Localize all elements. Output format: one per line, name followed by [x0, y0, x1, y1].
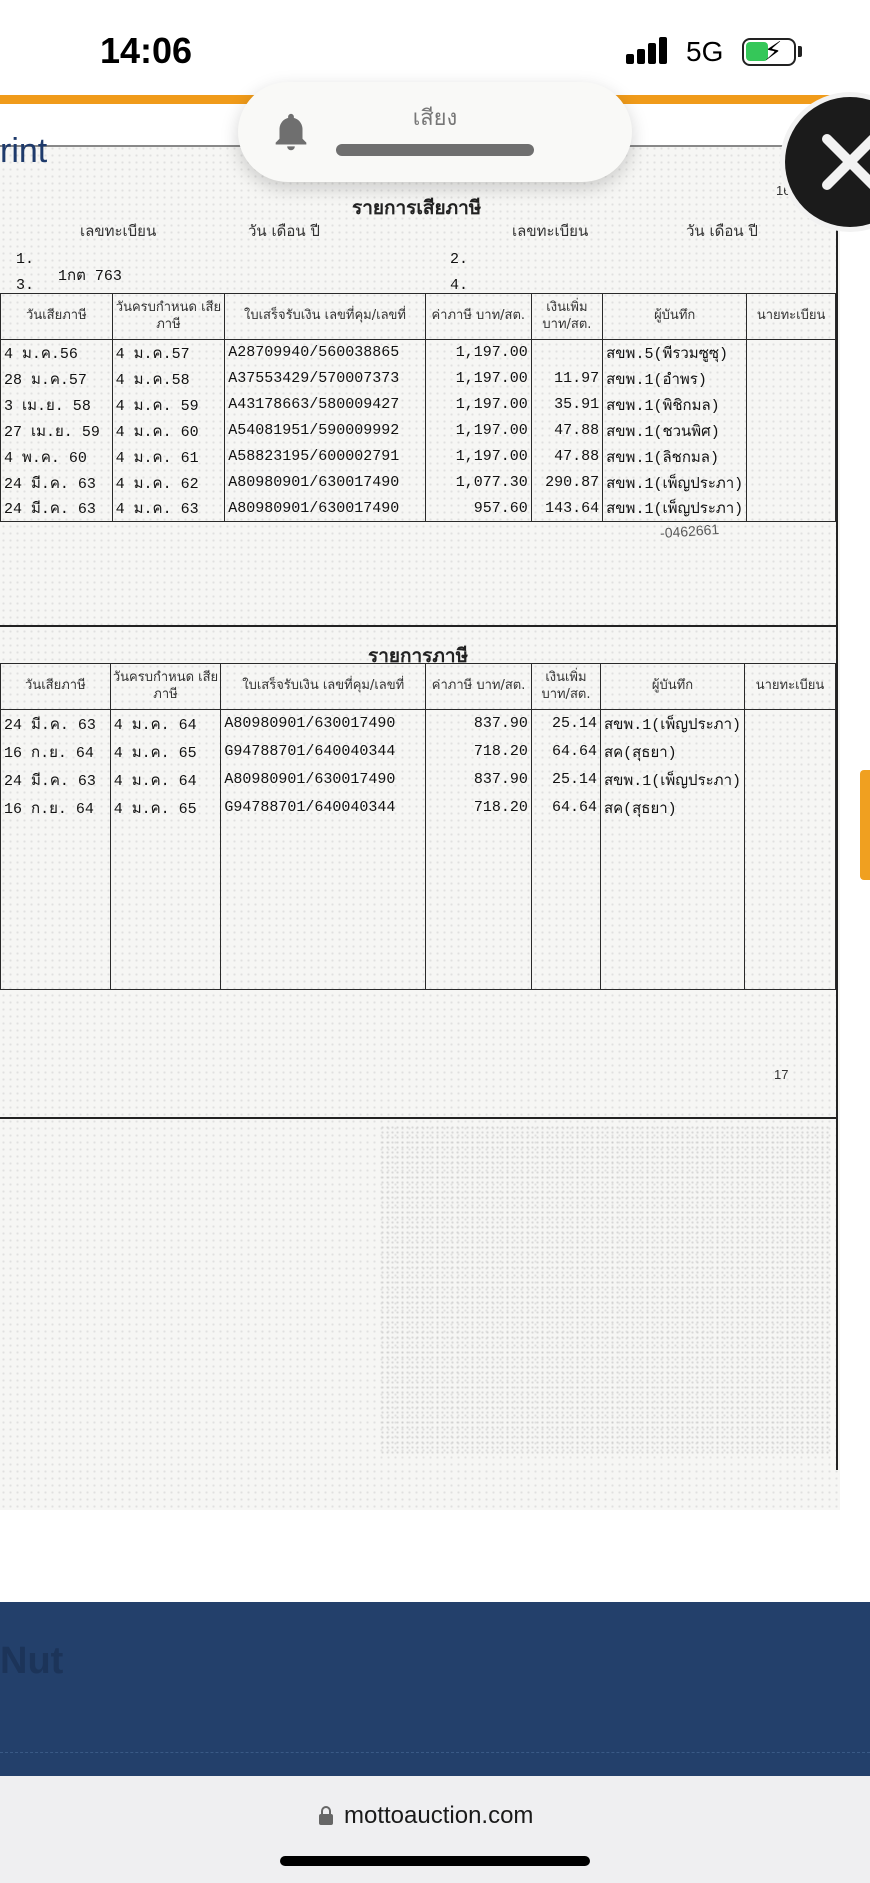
- cell-registrar: [745, 878, 836, 906]
- footer-band: [0, 1602, 870, 1776]
- cell-recorder: สขพ.1(เพ็ญประภา): [600, 766, 744, 794]
- cell-registrar: [747, 496, 836, 522]
- slot-4: 4.: [450, 277, 469, 294]
- cell-recorder: สขพ.1(ลิชกมล): [603, 444, 747, 470]
- sound-title: เสียง: [412, 106, 458, 131]
- cell-recorder: สขพ.1(พิชิกมล): [603, 392, 747, 418]
- cell-registrar: [745, 738, 836, 766]
- cell-tax: [426, 822, 532, 850]
- table-row: [1, 496, 836, 522]
- cell-extra: 47.88: [531, 444, 602, 470]
- page-marker-16: 16: [776, 183, 791, 198]
- cell-receipt: A80980901/630017490: [221, 766, 426, 794]
- cell-registrar: [745, 794, 836, 822]
- cell-paid: 28 ม.ค.57: [1, 366, 113, 392]
- cell-paid: 24 มี.ค. 63: [1, 766, 111, 794]
- cell-due: [110, 962, 221, 990]
- cell-extra: 64.64: [531, 794, 600, 822]
- status-bar: [0, 0, 870, 95]
- cell-registrar: [747, 392, 836, 418]
- tax-table-1: [0, 293, 836, 522]
- footer-name: Nut: [0, 1640, 64, 1682]
- date-label-2: วัน เดือน ปี: [686, 222, 758, 240]
- cell-recorder: สขพ.5(พีรวมซูซุ): [603, 340, 747, 366]
- cell-receipt: [221, 822, 426, 850]
- cell-registrar: [747, 444, 836, 470]
- cell-paid: 24 มี.ค. 63: [1, 470, 113, 496]
- cell-tax: 1,197.00: [425, 392, 531, 418]
- th-extra: เงินเพิ่ม บาท/สต.: [531, 294, 602, 340]
- cell-recorder: [600, 934, 744, 962]
- table-row: [1, 766, 836, 794]
- cell-registrar: [745, 850, 836, 878]
- page-marker-17: 17: [774, 1067, 789, 1082]
- footer-divider: [0, 1752, 870, 1753]
- th2-due: วันครบกำหนด เสียภาษี: [110, 664, 221, 710]
- browser-url-bar[interactable]: [0, 1776, 870, 1883]
- side-tab[interactable]: [860, 770, 870, 880]
- cell-paid: 24 มี.ค. 63: [1, 710, 111, 738]
- cell-registrar: [745, 962, 836, 990]
- cell-receipt: A28709940/560038865: [225, 340, 426, 366]
- cell-tax: 1,197.00: [425, 444, 531, 470]
- th2-tax: ค่าภาษี บาท/สต.: [426, 664, 532, 710]
- th-paid: วันเสียภาษี: [1, 294, 113, 340]
- cell-extra: [531, 822, 600, 850]
- cell-registrar: [745, 766, 836, 794]
- cell-receipt: [221, 878, 426, 906]
- cell-tax: [426, 934, 532, 962]
- cell-receipt: A58823195/600002791: [225, 444, 426, 470]
- cell-paid: [1, 962, 111, 990]
- th2-registrar: นายทะเบียน: [745, 664, 836, 710]
- reg-label-1: เลขทะเบียน: [80, 222, 157, 240]
- cell-due: 4 ม.ค. 62: [112, 470, 225, 496]
- cell-due: 4 ม.ค.58: [112, 366, 225, 392]
- cell-receipt: A80980901/630017490: [225, 496, 426, 522]
- cell-paid: 3 เม.ย. 58: [1, 392, 113, 418]
- cell-tax: 1,197.00: [425, 418, 531, 444]
- th-due: วันครบกำหนด เสียภาษี: [112, 294, 225, 340]
- cell-receipt: G94788701/640040344: [221, 794, 426, 822]
- charging-icon: ⚡: [764, 37, 783, 67]
- cell-receipt: [221, 934, 426, 962]
- cell-due: [110, 822, 221, 850]
- cell-paid: 24 มี.ค. 63: [1, 496, 113, 522]
- cell-extra: 143.64: [531, 496, 602, 522]
- table-row: [1, 444, 836, 470]
- close-icon: [815, 127, 870, 197]
- table-row: [1, 418, 836, 444]
- cell-extra: 25.14: [531, 710, 600, 738]
- battery-tip: [798, 46, 802, 57]
- url-text[interactable]: mottoauction.com: [344, 1802, 534, 1829]
- overprint-number: -0462661: [659, 520, 720, 542]
- th2-paid: วันเสียภาษี: [1, 664, 111, 710]
- cell-extra: 64.64: [531, 738, 600, 766]
- cell-registrar: [747, 366, 836, 392]
- cell-extra: [531, 934, 600, 962]
- table-row: [1, 470, 836, 496]
- section2-title: รายการภาษี: [368, 645, 469, 667]
- table-row: [1, 822, 836, 850]
- table-row: [1, 340, 836, 366]
- th-tax: ค่าภาษี บาท/สต.: [425, 294, 531, 340]
- cell-due: 4 ม.ค. 65: [110, 738, 221, 766]
- cell-registrar: [745, 906, 836, 934]
- cell-receipt: [221, 962, 426, 990]
- signal-icon: [626, 36, 670, 64]
- cell-paid: 4 พ.ค. 60: [1, 444, 113, 470]
- home-indicator[interactable]: [280, 1856, 590, 1866]
- cell-due: [110, 934, 221, 962]
- th2-extra: เงินเพิ่ม บาท/สต.: [531, 664, 600, 710]
- cell-due: 4 ม.ค. 63: [112, 496, 225, 522]
- table-row: [1, 878, 836, 906]
- cell-paid: [1, 878, 111, 906]
- cell-recorder: [600, 878, 744, 906]
- cell-recorder: สขพ.1(เพ็ญประภา): [603, 470, 747, 496]
- cell-extra: [531, 962, 600, 990]
- table-bottom-rule: [0, 1117, 836, 1119]
- cell-recorder: สขพ.1(ชวนพิศ): [603, 418, 747, 444]
- date-label-1: วัน เดือน ปี: [248, 222, 320, 240]
- cell-registrar: [747, 470, 836, 496]
- table-row: [1, 392, 836, 418]
- cell-tax: 718.20: [426, 738, 532, 766]
- cell-extra: [531, 878, 600, 906]
- cell-due: 4 ม.ค. 64: [110, 766, 221, 794]
- cell-registrar: [747, 340, 836, 366]
- cell-tax: [426, 850, 532, 878]
- print-label[interactable]: rint: [0, 132, 48, 170]
- slot-3: 3.: [16, 277, 35, 294]
- scan-texture-lower: [380, 1125, 830, 1455]
- cell-recorder: สขพ.1(เพ็ญประภา): [603, 496, 747, 522]
- cell-tax: 718.20: [426, 794, 532, 822]
- section-divider: [0, 625, 836, 627]
- cell-extra: 290.87: [531, 470, 602, 496]
- table-row: [1, 794, 836, 822]
- cell-receipt: A54081951/590009992: [225, 418, 426, 444]
- th-recorder: ผู้บันทึก: [603, 294, 747, 340]
- slot-1: 1.: [16, 251, 35, 268]
- cell-due: 4 ม.ค. 60: [112, 418, 225, 444]
- cell-recorder: [600, 850, 744, 878]
- network-type: 5G: [686, 36, 724, 67]
- cell-receipt: G94788701/640040344: [221, 738, 426, 766]
- cell-recorder: สขพ.1(เพ็ญประภา): [600, 710, 744, 738]
- sound-hud: [238, 82, 632, 182]
- tax-table-2: [0, 663, 836, 990]
- cell-receipt: A80980901/630017490: [225, 470, 426, 496]
- cell-recorder: สค(สุธยา): [600, 794, 744, 822]
- cell-extra: 47.88: [531, 418, 602, 444]
- cell-recorder: [600, 962, 744, 990]
- table-row: [1, 906, 836, 934]
- table-row: [1, 710, 836, 738]
- cell-paid: [1, 822, 111, 850]
- cell-registrar: [745, 934, 836, 962]
- cell-registrar: [747, 418, 836, 444]
- cell-recorder: สค(สุธยา): [600, 738, 744, 766]
- cell-paid: [1, 934, 111, 962]
- cell-paid: 27 เม.ย. 59: [1, 418, 113, 444]
- status-time: 14:06: [100, 30, 193, 71]
- cell-due: 4 ม.ค. 64: [110, 710, 221, 738]
- scan-right-edge: [836, 145, 838, 1470]
- cell-receipt: A43178663/580009427: [225, 392, 426, 418]
- cell-tax: [426, 878, 532, 906]
- plate-number: 1กต 763: [58, 268, 122, 285]
- cell-tax: 1,197.00: [425, 340, 531, 366]
- cell-registrar: [745, 710, 836, 738]
- cell-tax: 1,077.30: [425, 470, 531, 496]
- cell-extra: [531, 850, 600, 878]
- cell-tax: 837.90: [426, 710, 532, 738]
- cell-due: [110, 850, 221, 878]
- section1-title: รายการเสียภาษี: [352, 197, 482, 219]
- cell-paid: [1, 850, 111, 878]
- lock-icon: [318, 1806, 334, 1826]
- cell-tax: [426, 906, 532, 934]
- th-registrar: นายทะเบียน: [747, 294, 836, 340]
- cell-extra: [531, 340, 602, 366]
- table-row: [1, 934, 836, 962]
- cell-receipt: [221, 906, 426, 934]
- cell-tax: 837.90: [426, 766, 532, 794]
- table-row: [1, 366, 836, 392]
- cell-extra: 25.14: [531, 766, 600, 794]
- cell-receipt: A37553429/570007373: [225, 366, 426, 392]
- cell-paid: 4 ม.ค.56: [1, 340, 113, 366]
- cell-recorder: สขพ.1(อำพร): [603, 366, 747, 392]
- cell-due: 4 ม.ค. 59: [112, 392, 225, 418]
- cell-tax: 957.60: [425, 496, 531, 522]
- cell-paid: 16 ก.ย. 64: [1, 738, 111, 766]
- table-row: [1, 962, 836, 990]
- th2-recorder: ผู้บันทึก: [600, 664, 744, 710]
- cell-registrar: [745, 822, 836, 850]
- cell-extra: [531, 906, 600, 934]
- cell-due: 4 ม.ค. 61: [112, 444, 225, 470]
- scanned-document: [0, 145, 840, 1510]
- cell-paid: 16 ก.ย. 64: [1, 794, 111, 822]
- cell-receipt: A80980901/630017490: [221, 710, 426, 738]
- cell-recorder: [600, 906, 744, 934]
- cell-extra: 35.91: [531, 392, 602, 418]
- slot-2: 2.: [450, 251, 469, 268]
- cell-due: 4 ม.ค. 65: [110, 794, 221, 822]
- table-row: [1, 738, 836, 766]
- cell-due: [110, 878, 221, 906]
- cell-tax: [426, 962, 532, 990]
- cell-due: [110, 906, 221, 934]
- th-receipt: ใบเสร็จรับเงิน เลขที่คุม/เลขที่: [225, 294, 426, 340]
- cell-paid: [1, 906, 111, 934]
- table-row: [1, 850, 836, 878]
- cell-receipt: [221, 850, 426, 878]
- cell-recorder: [600, 822, 744, 850]
- th2-receipt: ใบเสร็จรับเงิน เลขที่คุม/เลขที่: [221, 664, 426, 710]
- cell-due: 4 ม.ค.57: [112, 340, 225, 366]
- cell-tax: 1,197.00: [425, 366, 531, 392]
- volume-slider[interactable]: [336, 144, 534, 156]
- reg-label-2: เลขทะเบียน: [512, 222, 589, 240]
- cell-extra: 11.97: [531, 366, 602, 392]
